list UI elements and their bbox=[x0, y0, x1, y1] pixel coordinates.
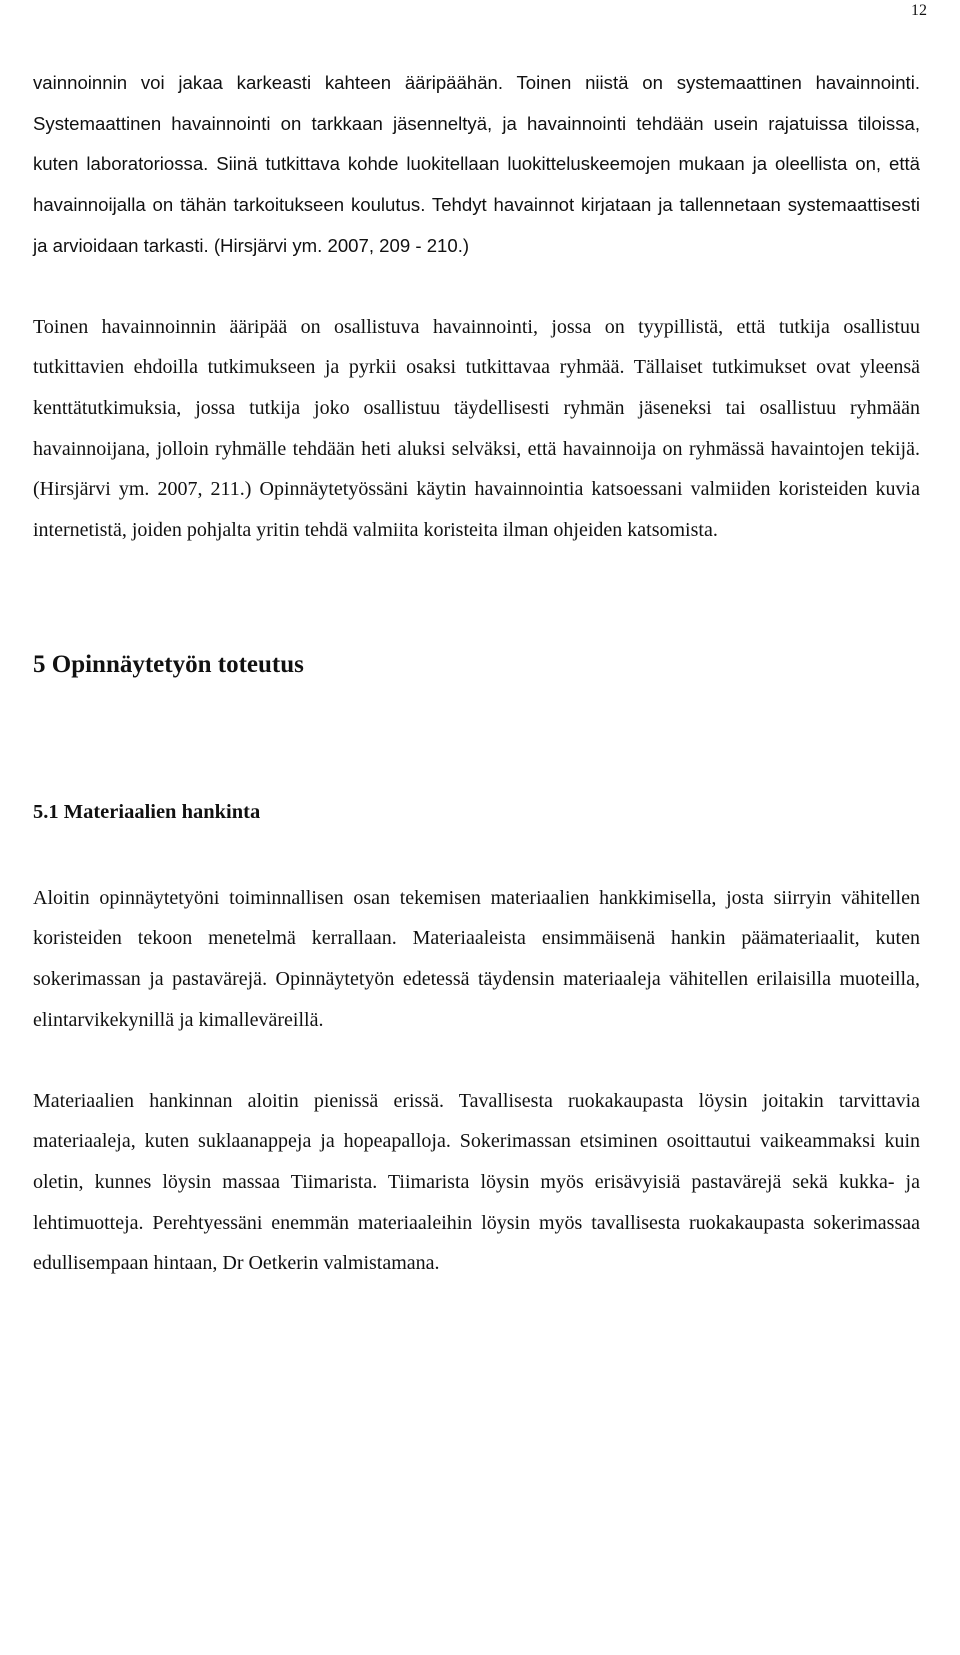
chapter-heading: 5 Opinnäytetyön toteutus bbox=[33, 650, 304, 678]
spacer bbox=[33, 825, 920, 878]
spacer bbox=[33, 680, 920, 799]
paragraph-materials-start: Aloitin opinnäytetyöni toiminnallisen osan tekemisen materiaalien hankkimisella, josta siirryin vähitellen koristeiden tekoon menetelmä kerrallaan. Materiaaleista ensimmäisenä hankin päämateriaalit, kuten sokerimassan ja pastavärejä. Opinnäytetyön edetessä täydensin materiaaleja vähitellen erilaisilla muoteilla, elintarvikekynillä ja kimalleväreillä. bbox=[33, 886, 920, 1031]
paragraph-observation-participant: Toinen havainnoinnin ääripää on osallistuva havainnointi, jossa on tyypillistä, että tutkija osallistuu tutkittavien ehdoilla tutkimukseen ja pyrkii osaksi tutkittavaa ryhmää. Tällaiset tutkimukset ovat yleensä kenttätutkimuksia, jossa tutkija joko osallistuu täydellisesti ryhmän jäseneksi tai osallistuu ryhmään havainnoijana, jolloin ryhmälle tehdään heti aluksi selväksi, että havainnoija on ryhmässä havaintojen tekijä. (Hirsjärvi ym. 2007, 211.) Opinnäytetyössäni käytin havainnointia katsoessani valmiiden koristeiden kuvia internetistä, joiden pohjalta yritin tehdä valmiita koristeita ilman ohjeiden katsomista. bbox=[33, 315, 920, 542]
document-body bbox=[33, 63, 920, 1284]
paragraph-observation-systematic: vainnoinnin voi jakaa karkeasti kahteen ääripäähän. Toinen niistä on systemaattinen havainnointi. Systemaattinen havainnointi on tarkkaan jäsenneltyä, ja havainnointi tehdään usein rajatuissa tiloissa, kuten laboratoriossa. Siinä tutkittava kohde luokitellaan luokitteluskeemojen mukaan ja oleellista on, että havainnoijalla on tähän tarkoitukseen koulutus. Tehdyt havainnot kirjataan ja tallennetaan systemaattisesti ja arvioidaan tarkasti. (Hirsjärvi ym. 2007, 209 - 210.) bbox=[33, 72, 920, 256]
spacer bbox=[33, 267, 920, 307]
paragraph-materials-sourcing: Materiaalien hankinnan aloitin pienissä erissä. Tavallisesta ruokakaupasta löysin joitakin tarvittavia materiaaleja, kuten suklaanappeja ja hopeapalloja. Sokerimassan etsiminen osoittautui vaikeammaksi kuin oletin, kunnes löysin massaa Tiimarista. Tiimarista löysin myös erisävyisiä pastavärejä sekä kukka- ja lehtimuotteja. Perehtyessäni enemmän materiaaleihin löysin myös tavallisesta ruokakaupasta sokerimassaa edullisempaan hintaan, Dr Oetkerin valmistamana. bbox=[33, 1089, 920, 1275]
spacer bbox=[33, 551, 920, 650]
spacer bbox=[33, 1041, 920, 1081]
page-number: 12 bbox=[911, 2, 927, 19]
section-heading: 5.1 Materiaalien hankinta bbox=[33, 800, 261, 823]
